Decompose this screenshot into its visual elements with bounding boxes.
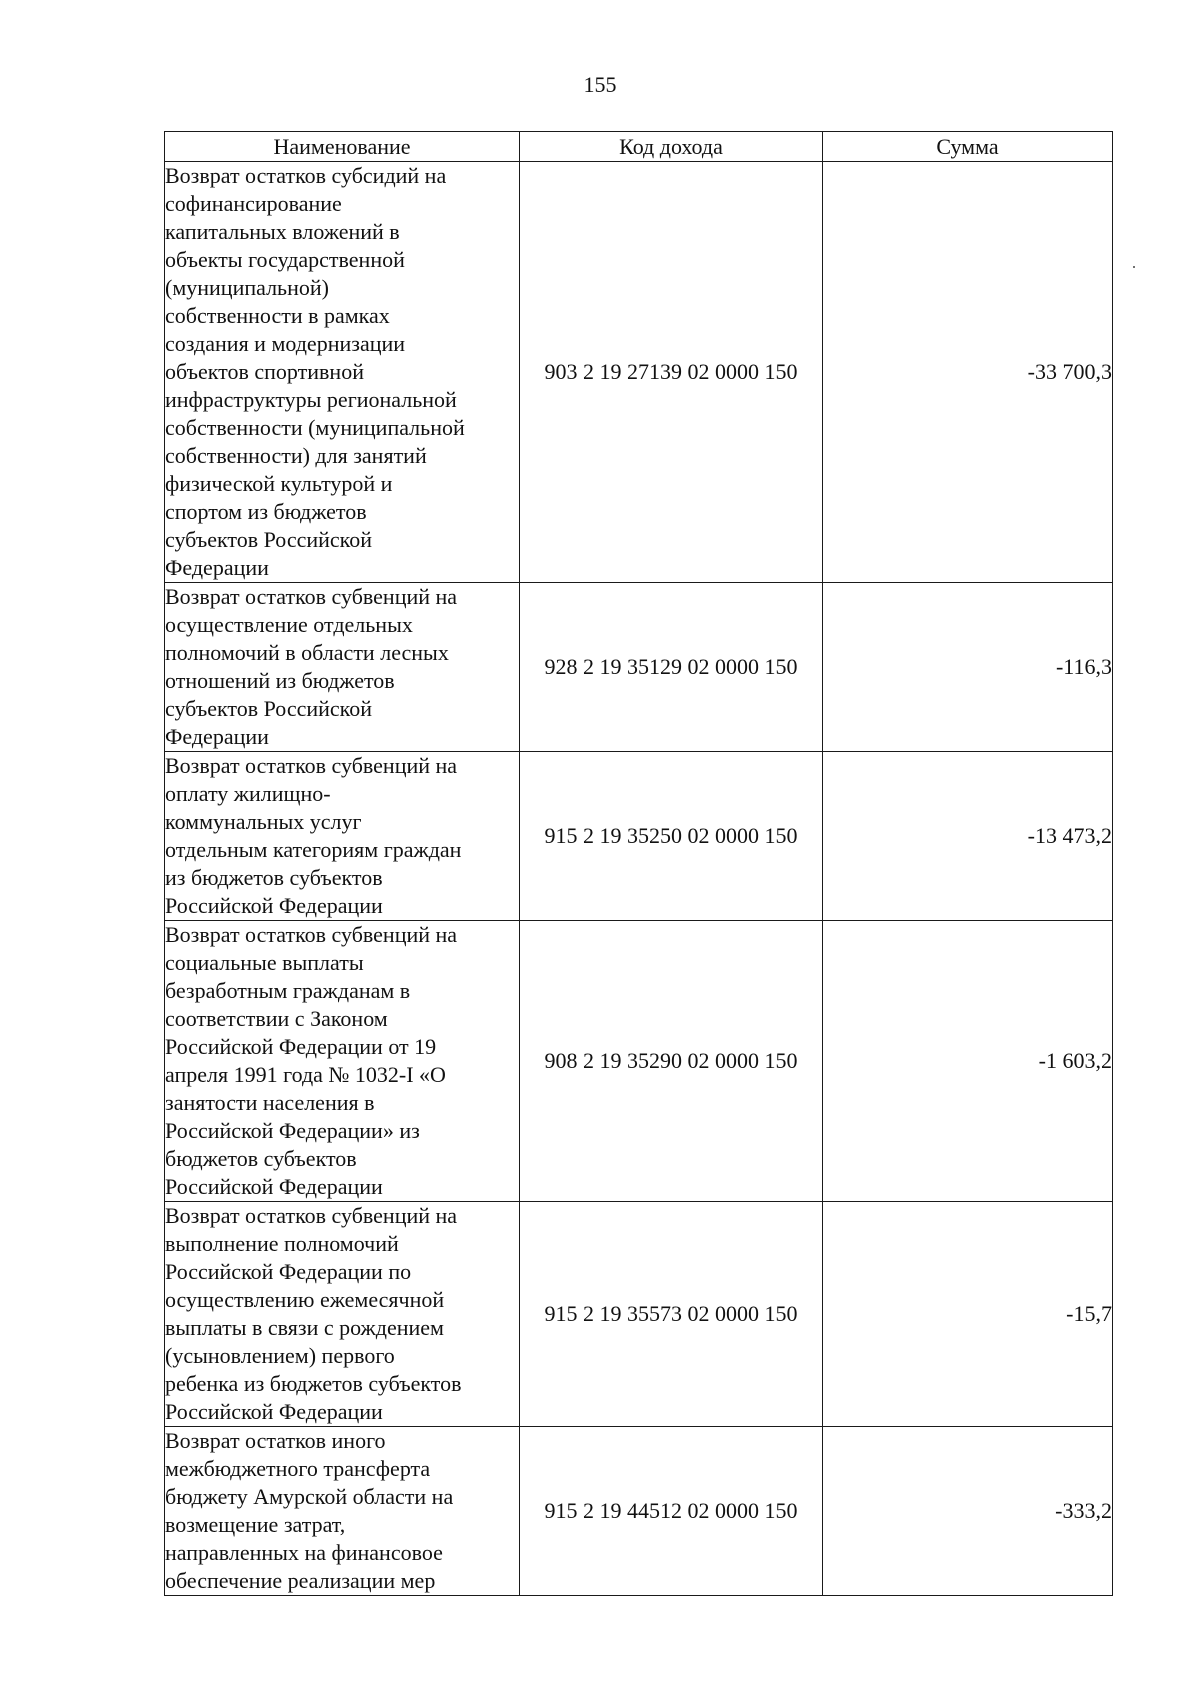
row-sum: -116,3 <box>823 583 1113 752</box>
row-code: 908 2 19 35290 02 0000 150 <box>520 921 823 1202</box>
table-row <box>165 1202 1113 1427</box>
row-name: Возврат остатков субсидий на софинансирование капитальных вложений в объекты государственной (муниципальной) собственности в рамках создания и модернизации объектов спортивной инфраструктуры региональной собственности (муниципальной собственности) для занятий физической культурой и спортом из бюджетов субъектов Российской Федерации <box>165 162 520 583</box>
revenue-table <box>164 131 1113 1596</box>
row-sum: -15,7 <box>823 1202 1113 1427</box>
table-header-row <box>165 132 1113 162</box>
row-name: Возврат остатков субвенций на выполнение полномочий Российской Федерации по осуществлению ежемесячной выплаты в связи с рождением (усыновлением) первого ребенка из бюджетов субъектов Российской Федерации <box>165 1202 520 1427</box>
row-name: Возврат остатков субвенций на осуществление отдельных полномочий в области лесных отношений из бюджетов субъектов Российской Федерации <box>165 583 520 752</box>
row-code: 903 2 19 27139 02 0000 150 <box>520 162 823 583</box>
header-name: Наименование <box>165 132 520 162</box>
row-name: Возврат остатков субвенций на социальные выплаты безработным гражданам в соответствии с Законом Российской Федерации от 19 апреля 1991 года № 1032-I «О занятости населения в Российской Федерации» из бюджетов субъектов Российской Федерации <box>165 921 520 1202</box>
page-number: 155 <box>583 72 617 97</box>
table-row <box>165 921 1113 1202</box>
row-name: Возврат остатков субвенций на оплату жилищно- коммунальных услуг отдельным категориям граждан из бюджетов субъектов Российской Федерации <box>165 752 520 921</box>
table-row <box>165 1427 1113 1596</box>
row-code: 915 2 19 44512 02 0000 150 <box>520 1427 823 1596</box>
header-code: Код дохода <box>520 132 823 162</box>
header-sum: Сумма <box>823 132 1113 162</box>
row-code: 915 2 19 35250 02 0000 150 <box>520 752 823 921</box>
row-sum: -1 603,2 <box>823 921 1113 1202</box>
row-sum: -333,2 <box>823 1427 1113 1596</box>
table-row <box>165 583 1113 752</box>
row-sum: -13 473,2 <box>823 752 1113 921</box>
row-code: 928 2 19 35129 02 0000 150 <box>520 583 823 752</box>
row-sum: -33 700,3 <box>823 162 1113 583</box>
scan-speck <box>1133 266 1135 268</box>
row-code: 915 2 19 35573 02 0000 150 <box>520 1202 823 1427</box>
table-row <box>165 752 1113 921</box>
table-row <box>165 162 1113 583</box>
row-name: Возврат остатков иного межбюджетного трансферта бюджету Амурской области на возмещение затрат, направленных на финансовое обеспечение реализации мер <box>165 1427 520 1596</box>
